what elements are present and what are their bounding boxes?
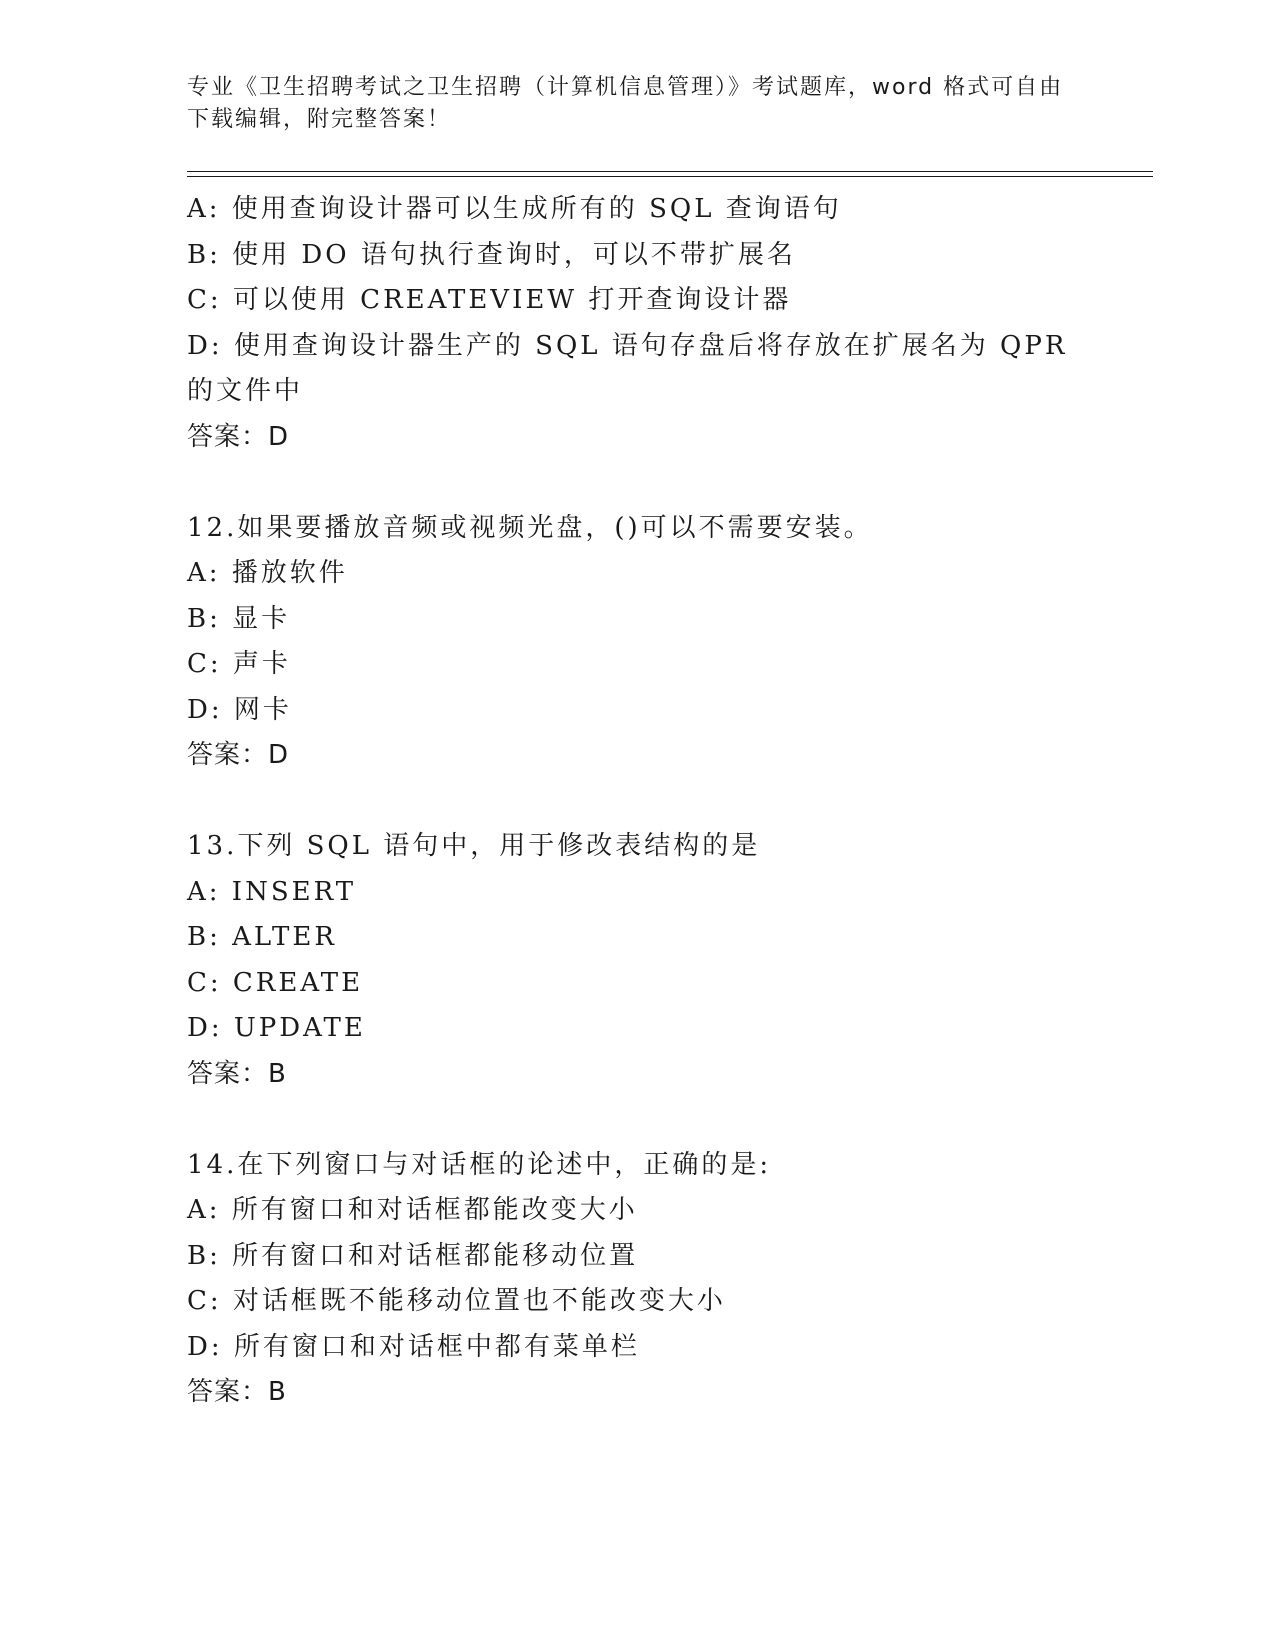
question-12 (187, 506, 1087, 779)
question-11 (187, 187, 1087, 460)
option-c: C: 声卡 (187, 649, 291, 679)
option-b: B: 使用 DO 语句执行查询时，可以不带扩展名 (187, 239, 796, 270)
option-b: B: ALTER (187, 922, 337, 952)
spacer (187, 460, 1087, 506)
answer: 答案：D (187, 740, 290, 770)
spacer (187, 779, 1087, 825)
option-a: A: 使用查询设计器可以生成所有的 SQL 查询语句 (187, 194, 842, 224)
option-d: D: 使用查询设计器生产的 SQL 语句存盘后将存放在扩展名为 QPR 的文件中 (187, 330, 1068, 406)
option-b: B: 显卡 (187, 603, 291, 634)
option-d: D: 网卡 (187, 694, 292, 725)
answer: 答案：D (187, 421, 290, 452)
option-c: C: 对话框既不能移动位置也不能改变大小 (187, 1286, 726, 1316)
answer: 答案：B (187, 1058, 287, 1089)
answer: 答案：B (187, 1377, 287, 1407)
option-b: B: 所有窗口和对话框都能移动位置 (187, 1240, 639, 1271)
question-13 (187, 824, 1087, 1097)
option-a: A: 所有窗口和对话框都能改变大小 (187, 1195, 638, 1225)
header-rule-bottom (187, 176, 1153, 177)
option-c: C: CREATE (187, 967, 364, 998)
option-d: D: UPDATE (187, 1013, 366, 1043)
option-a: A: INSERT (187, 876, 357, 907)
option-c: C: 可以使用 CREATEVIEW 打开查询设计器 (187, 285, 792, 315)
question-text: 12.如果要播放音频或视频光盘，()可以不需要安装。 (187, 512, 873, 543)
spacer (187, 1097, 1087, 1143)
question-text: 13.下列 SQL 语句中，用于修改表结构的是 (187, 831, 761, 861)
question-content (187, 187, 1087, 1416)
question-text: 14.在下列窗口与对话框的论述中，正确的是: (187, 1149, 772, 1180)
document-header: 专业《卫生招聘考试之卫生招聘（计算机信息管理）》考试题库，word 格式可自由下载编辑，附完整答案！ (187, 75, 1064, 132)
option-d: D: 所有窗口和对话框中都有菜单栏 (187, 1331, 640, 1362)
option-a: A: 播放软件 (187, 558, 348, 588)
header-rule-top (187, 171, 1153, 172)
question-14 (187, 1143, 1087, 1416)
